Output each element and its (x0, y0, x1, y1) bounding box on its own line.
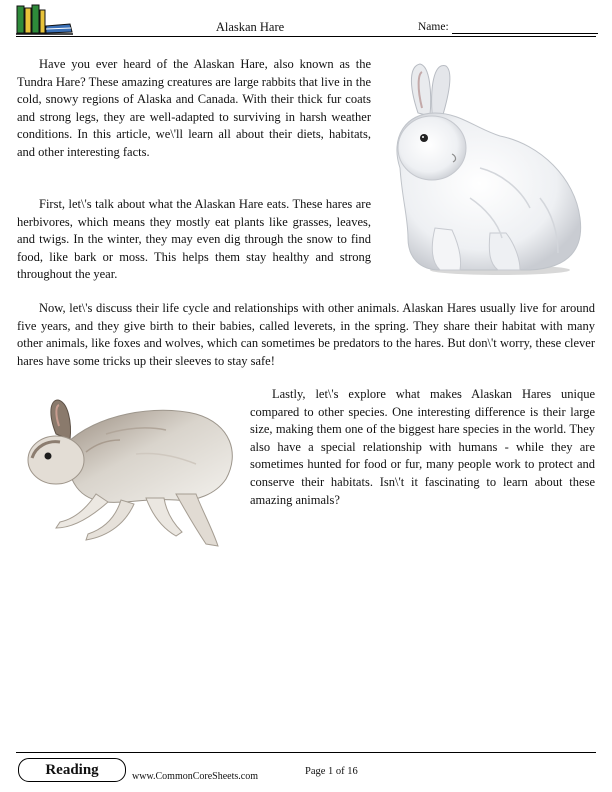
paragraph-diet: First, let\'s talk about what the Alaskan Hare eats. These hares are herbivores, which means they mostly eat plants like grasses, leaves, and twigs. In the winter, they may even dig through the snow to find food, like bark or moss. This helps them stay healthy and strong throughout the year. (17, 197, 371, 282)
worksheet-title: Alaskan Hare (215, 20, 285, 34)
paragraph-intro: Have you ever heard of the Alaskan Hare, also known as the Tundra Hare? These amazing creatures are large rabbits that live in the cold, snowy regions of Alaska and Canada. With their thick fur coats and strong legs, they are well-adapted to surviving in harsh weather conditions. In this article, we\'ll learn all about their diets, habitats, and other interesting facts. (17, 57, 371, 159)
footer-divider (16, 752, 596, 753)
name-field-line[interactable] (452, 33, 598, 34)
header-divider (16, 36, 596, 37)
name-label: Name: (418, 21, 449, 33)
running-hare-image (26, 394, 240, 554)
sitting-hare-image (380, 58, 590, 276)
website-link[interactable]: www.CommonCoreSheets.com (132, 771, 259, 782)
paragraph-life-cycle: Now, let\'s discuss their life cycle and relationships with other animals. Alaskan Hares usually live for around five years, and they give birth to their babies, called leverets, in the spring. They share their habitat with many other animals, like foxes and wolves, which can sometimes be predators to the hares. But don\'t worry, these clever hares have some tricks up their sleeves to stay safe! (17, 301, 595, 368)
paragraph-uniqueness: Lastly, let\'s explore what makes Alaskan Hares unique compared to other species. One interesting difference is their large size, making them one of the biggest hare species in the world. They also have a special relationship with humans - while they are sometimes hunted for food or fur, many people work to protect and conserve their habitats. Isn\'t it fascinating to learn about these amazing animals? (250, 387, 595, 507)
page-indicator: Page 1 of 16 (305, 766, 358, 777)
subject-badge: Reading (18, 758, 126, 782)
books-logo-icon (16, 4, 74, 36)
